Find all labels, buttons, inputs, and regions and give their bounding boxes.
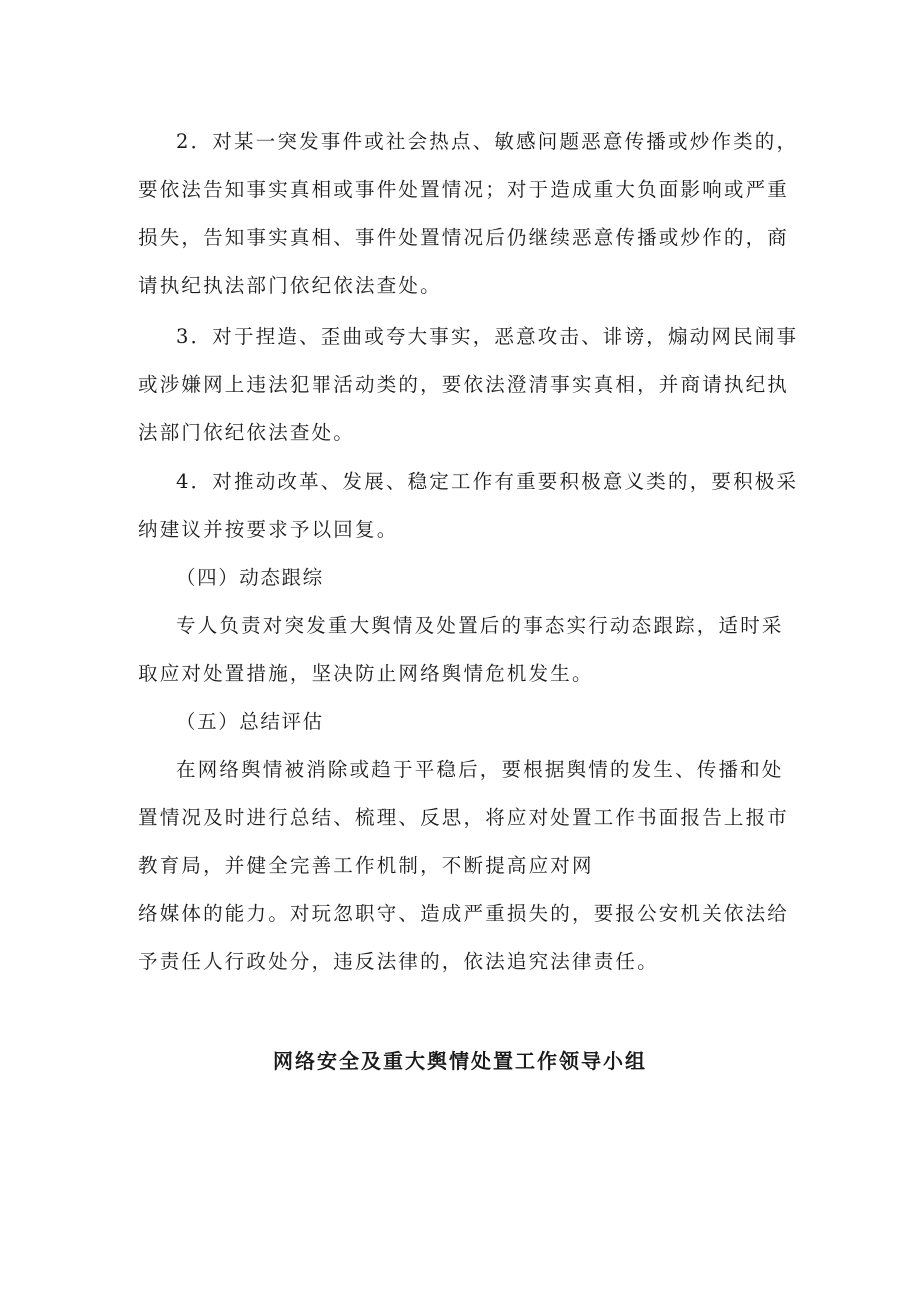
signature-organization: 网络安全及重大舆情处置工作领导小组: [273, 1049, 647, 1073]
paragraph-item-2-line-4: 请执纪执法部门依纪依法查处。: [138, 274, 442, 297]
paragraph-item-3-line-1: 3．对于捏造、歪曲或夸大事实，恶意攻击、诽谤，煽动网民闹事: [176, 325, 799, 348]
section-heading-dynamic-tracking: （四）动态跟综: [176, 566, 324, 589]
paragraph-item-2-line-2: 要依法告知事实真相或事件处置情况；对于造成重大负面影响或严重: [138, 178, 790, 201]
paragraph-summary-line-3: 教育局，并健全完善工作机制，不断提高应对网: [138, 854, 594, 877]
paragraph-summary-line-4: 络媒体的能力。对玩忽职守、造成严重损失的，要报公安机关依法给: [138, 902, 790, 925]
paragraph-tracking-line-1: 专人负责对突发重大舆情及处置后的事态实行动态跟踪，适时采: [176, 614, 784, 637]
section-heading-summary-evaluation: （五）总结评估: [176, 710, 324, 733]
paragraph-item-4-line-1: 4．对推动改革、发展、稳定工作有重要积极意义类的，要积极采: [176, 470, 799, 493]
paragraph-item-2-line-3: 损失，告知事实真相、事件处置情况后仍继续恶意传播或炒作的，商: [138, 226, 790, 249]
paragraph-item-4-line-2: 纳建议并按要求予以回复。: [138, 518, 399, 541]
paragraph-summary-line-5: 予责任人行政处分，违反法律的，依法追究法律责任。: [138, 950, 659, 973]
paragraph-item-3-line-3: 法部门依纪依法查处。: [138, 421, 356, 444]
paragraph-summary-line-2: 置情况及时进行总结、梳理、反思，将应对处置工作书面报告上报市: [138, 806, 790, 829]
paragraph-item-2-line-1: 2．对某一突发事件或社会热点、敏感问题恶意传播或炒作类的，: [176, 130, 799, 153]
paragraph-item-3-line-2: 或涉嫌网上违法犯罪活动类的，要依法澄清事实真相，并商请执纪执: [138, 373, 790, 396]
paragraph-summary-line-1: 在网络舆情被消除或趋于平稳后，要根据舆情的发生、传播和处: [176, 758, 784, 781]
paragraph-tracking-line-2: 取应对处置措施，坚决防止网络舆情危机发生。: [138, 662, 594, 685]
